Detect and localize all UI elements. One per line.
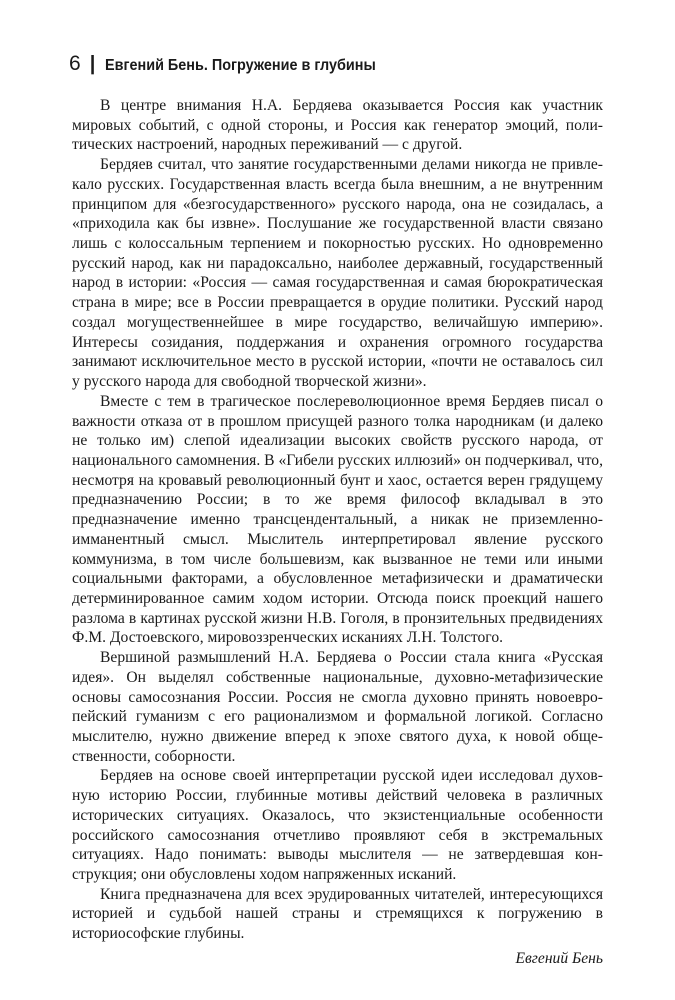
paragraph: Вместе с тем в трагическое послереволюционное время Бердяев писал о важности отказа от в прошлом присущей разного толка народникам (и далеко не только им) слепой идеализации высоких свойств русского народа, от национального самомнения. В «Гибели русских иллюзий» он подчеркивал, что, несмотря на кровавый революционный бунт и хаос, остается верен грядущему предназначению России; в то же время философ вкладывал в это предназначение именно трансцендентальный, а никак не приземленно-имманентный смысл. Мыслитель интерпретировал явление русского коммунизма, в том числе большевизм, как вызванное не теми или иными социальными факторами, а обусловленное метафизически и драматически детерминированное самим ходом истории. Отсюда поиск проекций нашего разлома в картинах русской жизни Н.В. Гоголя, в пронзительных предвидениях Ф.М. Достоевского, мировоззренческих исканиях Л.Н. Толстого.: [72, 392, 603, 647]
paragraph: Бердяев на основе своей интерпретации русской идеи исследовал духовную историю России, глубинные мотивы действий человека в различных исторических ситуациях. Оказалось, что экзистенциальные особенности российского самосознания отчетливо проявляют себя в экстремальных ситуациях. Надо понимать: выводы мыслителя — не затвердевшая конструкция; они обусловлены ходом напряженных исканий.: [72, 767, 603, 884]
header-separator: |: [89, 53, 96, 75]
paragraph: Вершиной размышлений Н.А. Бердяева о России стала книга «Русская идея». Он выделял собственные национальные, духовно-метафизические основы самосознания России. Россия не смогла духовно принять новоевропейский гуманизм с его рационализмом и формальной логикой. Согласно мыслителю, нужно движение вперед к эпохе святого духа, к новой общественности, соборности.: [72, 649, 603, 765]
page-number: 6: [69, 52, 81, 75]
body-text: [72, 96, 603, 969]
paragraph: Бердяев считал, что занятие государственными делами никогда не привлекало русских. Государственная власть всегда была внешним, а не внутренним принципом для «безгосударственного» русского народа, она не созидалась, а «приходила как бы извне». Послушание же государственной власти связано лишь с колоссальным терпением и покорностью русских. Но одновременно русский народ, как ни парадоксально, наиболее державный, государственный народ в истории: «Россия — самая государственная и самая бюрократическая страна в мире; все в России превращается в орудие политики. Русский народ создал могущественнейшее в мире государство, величайшую империю». Интересы созидания, поддержания и охранения огромного государства занимают исключительное место в русской истории, «почти не оставалось сил у русского народа для свободной творческой жизни».: [72, 156, 603, 391]
paragraph: Книга предназначена для всех эрудированных читателей, интересующихся историей и судьбой нашей страны и стремящихся к погружению в историософские глубины.: [72, 885, 603, 943]
author-signature: Евгений Бень: [515, 949, 603, 967]
running-title: Евгений Бень. Погружение в глубины: [105, 57, 377, 74]
paragraph: В центре внимания Н.А. Бердяева оказывается Россия как участник мировых событий, с одной стороны, и Россия как генератор эмоций, политических настроений, народных переживаний — с другой.: [72, 97, 603, 154]
running-header: [69, 52, 396, 76]
